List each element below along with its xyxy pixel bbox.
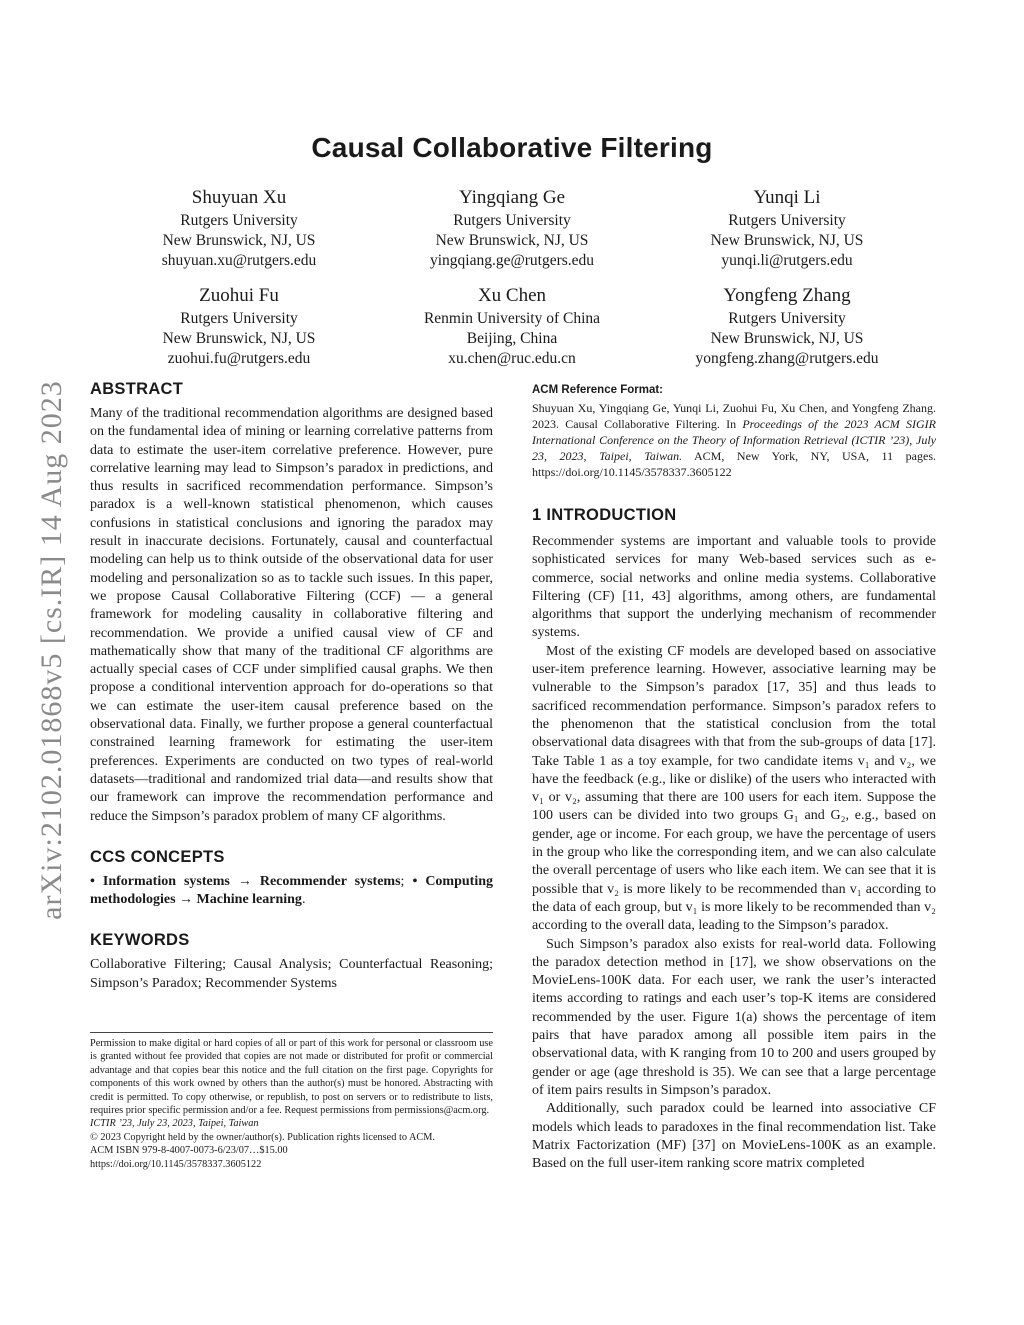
author-location: New Brunswick, NJ, US: [162, 232, 316, 249]
author-affiliation: Rutgers University: [453, 212, 571, 229]
author-block: [362, 284, 662, 369]
author-name: Yongfeng Zhang: [723, 285, 851, 306]
keywords-text: Collaborative Filtering; Causal Analysis; Counterfactual Reasoning; Simpson’s Paradox; Recommender Systems: [90, 957, 493, 991]
intro-paragraph: Such Simpson’s paradox also exists for real-world data. Following the paradox detection method in [17], we show observations on the MovieLens-100K data. For each user, we rank the user’s interacted items according to ratings and each user’s top-K items are considered recommended by the user. Figure 1(a) shows the percentage of item pairs that have paradox among all possible item pairs in the observational data, with K ranging from 10 to 200 and users grouped by gender or age (age threshold is 35). We can see that a large percentage of item pairs results in Simpson’s paradox.: [532, 936, 936, 1098]
author-name: Xu Chen: [477, 285, 547, 306]
author-affiliation: Renmin University of China: [423, 310, 601, 327]
author-location: New Brunswick, NJ, US: [710, 330, 864, 347]
author-block: [362, 186, 662, 271]
author-email[interactable]: shuyuan.xu@rutgers.edu: [161, 252, 317, 269]
author-block: [89, 284, 389, 369]
author-block: [637, 284, 937, 369]
intro-paragraph: Additionally, such paradox could be learned into associative CF models which leads to paradoxes in the final recommendation list. Take Matrix Factorization (MF) [37] on MovieLens-100K as an example. Based on the full user-item ranking score matrix completed: [532, 1101, 936, 1172]
author-name: Yingqiang Ge: [458, 187, 566, 208]
author-name: Shuyuan Xu: [191, 187, 287, 208]
ccs-heading: CCS CONCEPTS: [90, 847, 225, 866]
intro-paragraph: Most of the existing CF models are developed based on associative user-item preference learning. However, associative learning may be vulnerable to the Simpson’s paradox [17, 35] and thus leads to sacrificed recommendation performance. Simpson’s paradox refers to the phenomenon that the statistical conclusion from the total observational data disagrees with that from the sub-groups of data [17]. Take Table 1 as a toy example, for two candidate items v₁ and v₂, we have the feedback (e.g., like or dislike) of the users who interacted with v₁ or v₂, assuming that there are 100 users for each item. Suppose the 100 users can be divided into two groups G₁ and G₂, e.g., based on gender, age or income. For each group, we have the percentage of users in the group who like the corresponding item, and we can also calculate the overall percentage of users who like each item. We can see that it is possible that v₂ is more likely to be recommended than v₁ according to the data of each group, but v₁ is more likely to be recommended than v₂ according to the overall data, leading to the Simpson’s paradox.: [532, 643, 936, 934]
author-email[interactable]: yongfeng.zhang@rutgers.edu: [695, 350, 879, 367]
abstract-heading: ABSTRACT: [90, 380, 184, 398]
author-affiliation: Rutgers University: [180, 212, 298, 229]
author-email[interactable]: yingqiang.ge@rutgers.edu: [429, 252, 595, 269]
author-email[interactable]: yunqi.li@rutgers.edu: [721, 252, 853, 269]
keywords-heading: KEYWORDS: [90, 931, 190, 950]
ccs-end: .: [301, 892, 306, 908]
acm-reference-text: [532, 400, 936, 480]
acm-reference-publisher[interactable]: ACM, New York, NY, USA, 11 pages. https://doi.org/10.1145/3578337.3605122: [532, 449, 936, 479]
ccs-item: • Computing methodologies → Machine learning: [90, 873, 494, 908]
author-location: New Brunswick, NJ, US: [710, 232, 864, 249]
copyright-footnote: [90, 1032, 493, 1171]
author-block: [637, 186, 937, 271]
author-block: [89, 186, 389, 271]
paper-title: Causal Collaborative Filtering: [311, 132, 713, 163]
author-affiliation: Rutgers University: [728, 310, 846, 327]
introduction-heading: 1 INTRODUCTION: [532, 506, 677, 524]
abstract-text: Many of the traditional recommendation algorithms are designed based on the fundamental idea of mining or learning correlative patterns from data to estimate the user-item correlative preference. However, pure correlative learning may lead to Simpson’s paradox in predictions, and thus results in sacrificed recommendation performance. Simpson’s paradox is a well-known statistical phenomenon, which causes confusions in statistical conclusions and ignoring the paradox may result in inaccurate decisions. Fortunately, causal and counterfactual modeling can help us to think outside of the observational data for user modeling and personalization so as to tackle such issues. In this paper, we propose Causal Collaborative Filtering (CCF) — a general framework for modeling causality in collaborative filtering and recommendation. We provide a unified causal view of CF and mathematically show that many of the traditional CF algorithms are actually special cases of CCF under simplified causal graphs. We then propose a conditional intervention approach for do-operations so that we can estimate the user-item causal preference based on the observational data. Finally, we further propose a general counterfactual constrained learning framework for estimating the user-item preferences. Experiments are conducted on two types of real-world datasets—traditional and randomized trial data—and results show that our framework can improve the recommendation performance and reduce the Simpson’s paradox problem of many CF algorithms.: [90, 406, 493, 824]
ccs-concepts: [90, 873, 493, 910]
author-location: New Brunswick, NJ, US: [162, 330, 316, 347]
author-name: Yunqi Li: [753, 187, 821, 208]
acm-reference-heading: ACM Reference Format:: [532, 384, 663, 396]
author-location: New Brunswick, NJ, US: [435, 232, 589, 249]
author-name: Zuohui Fu: [199, 285, 279, 306]
ccs-separator: ;: [400, 873, 413, 889]
ccs-item: • Information systems → Recommender systems: [90, 873, 401, 889]
author-affiliation: Rutgers University: [728, 212, 846, 229]
author-location: Beijing, China: [466, 330, 558, 347]
doi-link[interactable]: https://doi.org/10.1145/3578337.3605122: [90, 1158, 262, 1170]
permission-notice: Permission to make digital or hard copies of all or part of this work for personal or classroom use is granted without fee provided that copies are not made or distributed for profit or commercial advantage and that copies bear this notice and the full citation on the first page. Copyrights for components of this work owned by others than the author(s) must be honored. Abstracting with credit is permitted. To copy otherwise, or republish, to post on servers or to redistribute to lists, requires prior specific permission and/or a fee. Request permissions from permissions@acm.org.: [90, 1038, 493, 1117]
acm-reference-proceedings: Proceedings of the 2023 ACM SIGIR International Conference on the Theory of Information Retrieval (ICTIR ’23), July 23, 2023, Taipei, Taiwan.: [532, 417, 936, 463]
right-column: [532, 378, 936, 1173]
left-column: [90, 378, 493, 993]
arxiv-stamp[interactable]: arXiv:2102.01868v5 [cs.IR] 14 Aug 2023: [35, 380, 68, 920]
author-email[interactable]: xu.chen@ruc.edu.cn: [448, 350, 576, 367]
author-affiliation: Rutgers University: [180, 310, 298, 327]
copyright-line: © 2023 Copyright held by the owner/author(s). Publication rights licensed to ACM.: [90, 1131, 436, 1143]
author-email[interactable]: zuohui.fu@rutgers.edu: [167, 350, 311, 367]
acm-reference-authors: Shuyuan Xu, Yingqiang Ge, Yunqi Li, Zuohui Fu, Xu Chen, and Yongfeng Zhang. 2023. Causal Collaborative Filtering. In: [532, 401, 936, 431]
intro-paragraph: Recommender systems are important and valuable tools to provide sophisticated services for many Web-based services such as e-commerce, social networks and online media systems. Collaborative Filtering (CF) [11, 43] algorithms, among others, are fundamental algorithms that support the underlying mechanism of recommender systems.: [532, 534, 936, 641]
venue-line: ICTIR ’23, July 23, 2023, Taipei, Taiwan: [90, 1118, 259, 1130]
isbn-line: ACM ISBN 979-8-4007-0073-6/23/07…$15.00: [90, 1145, 288, 1157]
